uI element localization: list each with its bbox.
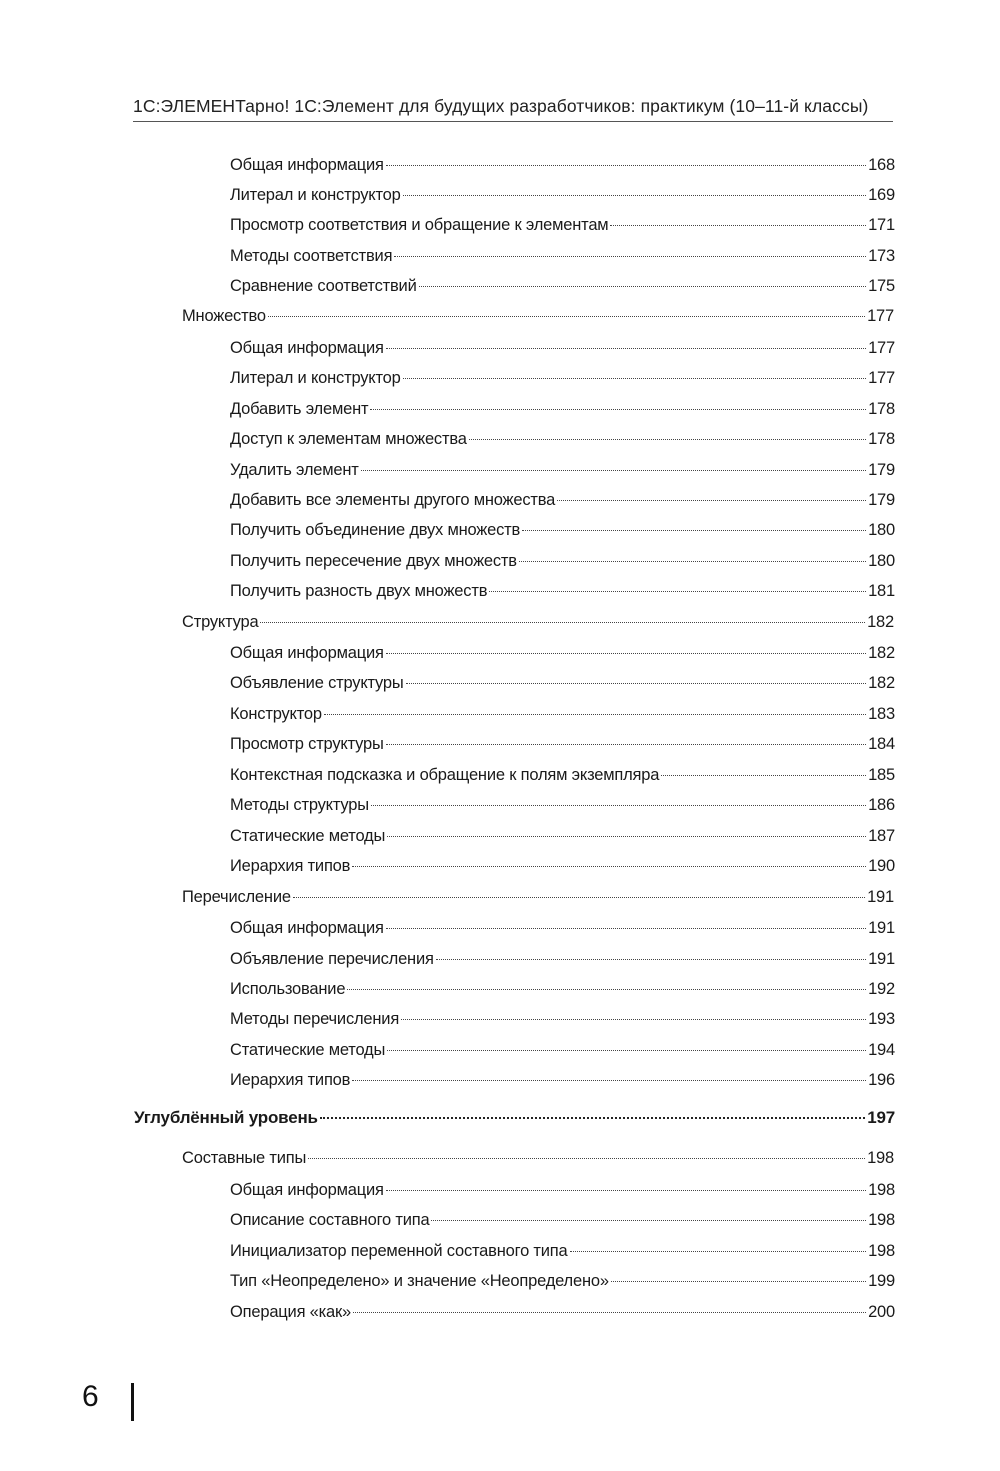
- dot-leader: [386, 653, 866, 654]
- toc-entry-level-2: [230, 1010, 895, 1036]
- toc-entry-level-2: [230, 980, 895, 1006]
- toc-entry-title: Объявление структуры: [230, 674, 404, 692]
- toc-entry-page: 198: [868, 1242, 895, 1260]
- dot-leader: [386, 165, 866, 166]
- toc-entry-level-2: [230, 919, 895, 945]
- dot-leader: [347, 989, 866, 990]
- toc-entry-title: Доступ к элементам множества: [230, 430, 467, 448]
- toc-entry-title: Использование: [230, 980, 346, 998]
- toc-entry-page: 184: [868, 735, 895, 753]
- toc-entry-title: Объявление перечисления: [230, 950, 434, 968]
- toc-entry-title: Иерархия типов: [230, 1071, 351, 1089]
- toc-entry-page: 177: [867, 307, 894, 325]
- toc-entry-page: 182: [868, 644, 895, 662]
- toc-entry-level-2: [230, 247, 895, 273]
- dot-leader: [386, 348, 866, 349]
- toc-entry-level-2: [230, 796, 895, 822]
- toc-entry-page: 178: [868, 430, 895, 448]
- dot-leader: [403, 378, 866, 379]
- toc-entry-page: 178: [868, 400, 895, 418]
- toc-entry-page: 180: [868, 521, 895, 539]
- dot-leader: [436, 959, 866, 960]
- toc-entry-level-2: [230, 461, 895, 487]
- toc-entry-title: Просмотр структуры: [230, 735, 384, 753]
- toc-entry-level-1: [182, 307, 894, 333]
- toc-entry-title: Общая информация: [230, 156, 384, 174]
- toc-entry-page: 194: [868, 1041, 895, 1059]
- dot-leader: [370, 409, 866, 410]
- toc-entry-title: Методы соответствия: [230, 247, 393, 265]
- dot-leader: [406, 683, 867, 684]
- toc-entry-level-2: [230, 1211, 895, 1237]
- dot-leader: [268, 316, 865, 317]
- toc-entry-level-2: [230, 1303, 895, 1329]
- toc-entry-page: 199: [868, 1272, 895, 1290]
- toc-entry-level-1: [182, 888, 894, 914]
- dot-leader: [387, 836, 866, 837]
- dot-leader: [489, 591, 866, 592]
- toc-entry-title: Конструктор: [230, 705, 322, 723]
- toc-entry-page: 196: [868, 1071, 895, 1089]
- toc-entry-level-2: [230, 705, 895, 731]
- toc-entry-page: 191: [868, 919, 895, 937]
- toc-entry-title: Перечисление: [182, 888, 291, 906]
- toc-entry-title: Контекстная подсказка и обращение к полям экземпляра: [230, 766, 660, 784]
- toc-entry-level-2: [230, 950, 895, 976]
- dot-leader: [324, 714, 866, 715]
- toc-entry-title: Углублённый уровень: [134, 1108, 318, 1127]
- toc-entry-title: Получить разность двух множеств: [230, 582, 488, 600]
- dot-leader: [570, 1251, 867, 1252]
- toc-entry-page: 175: [868, 277, 895, 295]
- dot-leader: [419, 286, 866, 287]
- dot-leader: [403, 195, 866, 196]
- toc-entry-level-2: [230, 674, 895, 700]
- toc-entry-page: 197: [867, 1108, 895, 1127]
- toc-entry-level-2: [230, 644, 895, 670]
- toc-entry-page: 198: [867, 1149, 894, 1167]
- page-number: 6: [82, 1380, 99, 1413]
- dot-leader: [371, 805, 866, 806]
- toc-entry-level-2: [230, 277, 895, 303]
- toc-entry-level-2: [230, 1041, 895, 1067]
- toc-entry-level-2: [230, 582, 895, 608]
- toc-entry-page: 171: [868, 216, 895, 234]
- toc-entry-level-2: [230, 1272, 895, 1298]
- toc-entry-page: 179: [868, 461, 895, 479]
- dot-leader: [469, 439, 866, 440]
- running-header: 1С:ЭЛЕМЕНТарно! 1С:Элемент для будущих разработчиков: практикум (10–11-й классы): [133, 96, 869, 116]
- dot-leader: [522, 530, 866, 531]
- toc-entry-title: Добавить элемент: [230, 400, 369, 418]
- toc-entry-title: Статические методы: [230, 1041, 386, 1059]
- dot-leader: [308, 1158, 865, 1159]
- toc-entry-title: Получить пересечение двух множеств: [230, 552, 517, 570]
- toc-entry-title: Составные типы: [182, 1149, 307, 1167]
- dot-leader: [557, 500, 866, 501]
- toc-entry-page: 177: [868, 369, 895, 387]
- toc-entry-page: 191: [868, 950, 895, 968]
- toc-entry-title: Общая информация: [230, 339, 384, 357]
- toc-entry-title: Описание составного типа: [230, 1211, 430, 1229]
- dot-leader: [386, 1190, 866, 1191]
- toc-entry-level-2: [230, 857, 895, 883]
- toc-entry-level-2: [230, 400, 895, 426]
- dot-leader: [386, 744, 866, 745]
- toc-entry-title: Структура: [182, 613, 259, 631]
- toc-entry-level-2: [230, 186, 895, 212]
- toc-entry-page: 168: [868, 156, 895, 174]
- toc-entry-page: 182: [868, 674, 895, 692]
- toc-entry-title: Получить объединение двух множеств: [230, 521, 521, 539]
- dot-leader: [519, 561, 866, 562]
- dot-leader: [353, 1312, 866, 1313]
- dot-leader: [387, 1050, 866, 1051]
- toc-entry-page: 183: [868, 705, 895, 723]
- toc-entry-level-1: [182, 613, 894, 639]
- toc-entry-level-2: [230, 369, 895, 395]
- toc-entry-level-2: [230, 521, 895, 547]
- toc-entry-title: Общая информация: [230, 644, 384, 662]
- dot-leader: [320, 1117, 865, 1119]
- toc-entry-title: Методы перечисления: [230, 1010, 400, 1028]
- toc-entry-page: 182: [867, 613, 894, 631]
- toc-entry-title: Иерархия типов: [230, 857, 351, 875]
- toc-entry-page: 185: [868, 766, 895, 784]
- toc-entry-title: Общая информация: [230, 1181, 384, 1199]
- toc-entry-level-2: [230, 491, 895, 517]
- toc-entry-title: Сравнение соответствий: [230, 277, 417, 295]
- toc-entry-page: 181: [868, 582, 895, 600]
- toc-entry-level-2: [230, 430, 895, 456]
- toc-entry-title: Общая информация: [230, 919, 384, 937]
- toc-entry-title: Просмотр соответствия и обращение к элементам: [230, 216, 609, 234]
- toc-entry-title: Удалить элемент: [230, 461, 359, 479]
- toc-entry-title: Добавить все элементы другого множества: [230, 491, 556, 509]
- dot-leader: [352, 1080, 866, 1081]
- dot-leader: [260, 622, 865, 623]
- toc-entry-page: 198: [868, 1211, 895, 1229]
- toc-entry-level-2: [230, 1181, 895, 1207]
- toc-entry-title: Множество: [182, 307, 266, 325]
- page-number-divider: [131, 1383, 134, 1421]
- dot-leader: [386, 928, 866, 929]
- toc-entry-level-2: [230, 735, 895, 761]
- dot-leader: [401, 1019, 866, 1020]
- toc-entry-page: 198: [868, 1181, 895, 1199]
- toc-entry-level-2: [230, 216, 895, 242]
- toc-entry-page: 180: [868, 552, 895, 570]
- toc-entry-title: Тип «Неопределено» и значение «Неопределено»: [230, 1272, 609, 1290]
- toc-entry-page: 200: [868, 1303, 895, 1321]
- dot-leader: [610, 225, 866, 226]
- toc-entry-level-2: [230, 1071, 895, 1097]
- toc-entry-page: 191: [867, 888, 894, 906]
- toc-entry-level-2: [230, 827, 895, 853]
- toc-entry-title: Методы структуры: [230, 796, 369, 814]
- toc-entry-page: 179: [868, 491, 895, 509]
- dot-leader: [394, 256, 866, 257]
- dot-leader: [661, 775, 866, 776]
- dot-leader: [431, 1220, 866, 1221]
- toc-entry-title: Литерал и конструктор: [230, 186, 401, 204]
- toc-entry-page: 169: [868, 186, 895, 204]
- toc-entry-level-0: [134, 1108, 895, 1134]
- header-rule: [133, 121, 893, 122]
- toc-entry-level-2: [230, 339, 895, 365]
- toc-entry-level-2: [230, 766, 895, 792]
- toc-entry-title: Литерал и конструктор: [230, 369, 401, 387]
- toc-entry-page: 186: [868, 796, 895, 814]
- toc-entry-title: Операция «как»: [230, 1303, 352, 1321]
- dot-leader: [611, 1281, 866, 1282]
- toc-entry-level-1: [182, 1149, 894, 1175]
- toc-entry-page: 187: [868, 827, 895, 845]
- toc-entry-page: 177: [868, 339, 895, 357]
- toc-entry-level-2: [230, 156, 895, 182]
- toc-entry-title: Статические методы: [230, 827, 386, 845]
- toc-entry-page: 193: [868, 1010, 895, 1028]
- toc-entry-page: 190: [868, 857, 895, 875]
- toc-entry-title: Инициализатор переменной составного типа: [230, 1242, 568, 1260]
- toc-entry-page: 173: [868, 247, 895, 265]
- toc-entry-level-2: [230, 1242, 895, 1268]
- toc-entry-page: 192: [868, 980, 895, 998]
- toc-entry-level-2: [230, 552, 895, 578]
- dot-leader: [352, 866, 866, 867]
- dot-leader: [293, 897, 865, 898]
- dot-leader: [361, 470, 866, 471]
